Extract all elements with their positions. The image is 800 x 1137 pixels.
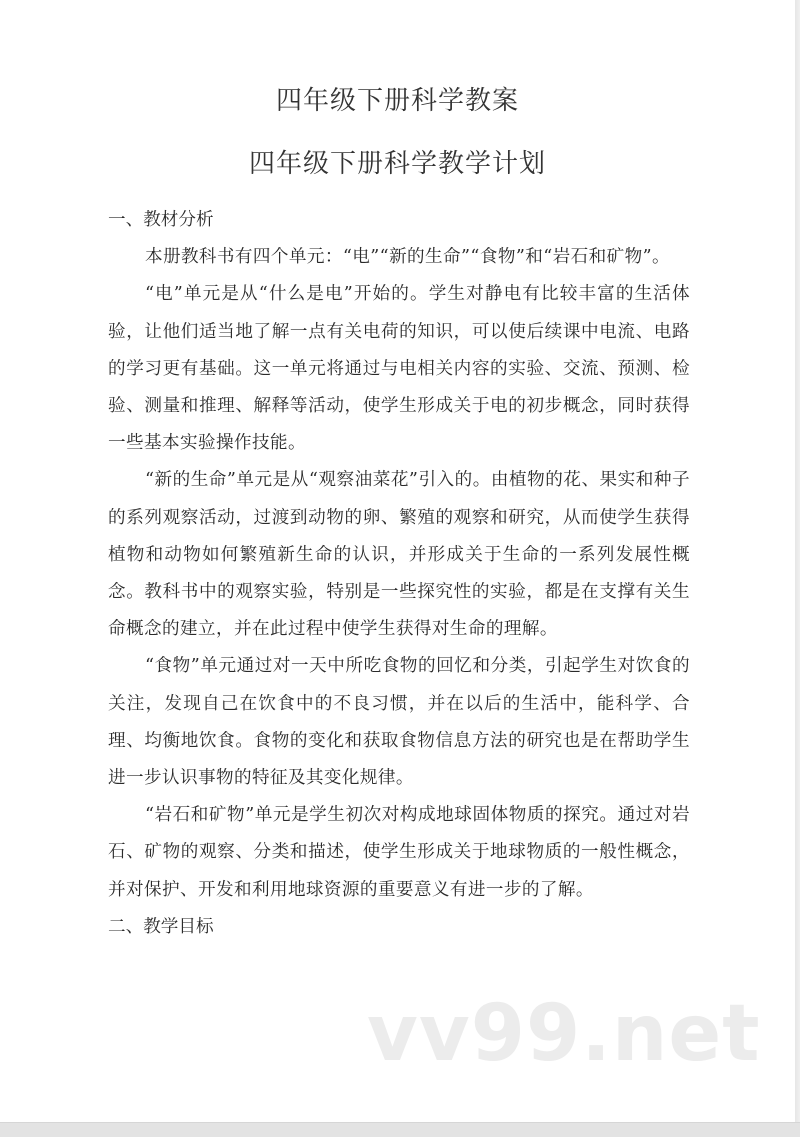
section-heading-materials-analysis: 一、教材分析: [108, 210, 214, 230]
watermark-text: vv99.net: [367, 989, 761, 1079]
paragraph-electricity-unit: “电”单元是从“什么是电”开始的。学生对静电有比较丰富的生活体验，让他们适当地了解一点有关电荷的知识，可以使后续课中电流、电路的学习更有基础。这一单元将通过与电相关内容的实验、交流、预测、检验、测量和推理、解释等活动，使学生形成关于电的初步概念，同时获得一些基本实验操作技能。: [108, 284, 690, 454]
page-right-edge: [795, 0, 800, 1137]
document-body: [108, 202, 690, 946]
document-subtitle: 四年级下册科学教学计划: [248, 149, 546, 179]
paragraph-rocks-minerals-unit: “岩石和矿物”单元是学生初次对构成地球固体物质的探究。通过对岩石、矿物的观察、分类和描述，使学生形成关于地球物质的一般性概念，并对保护、开发和利用地球资源的重要意义有进一步的了解。: [108, 805, 690, 900]
paragraph-overview: 本册教科书有四个单元：“电”“新的生命”“食物”和“岩石和矿物”。: [144, 247, 670, 268]
paragraph-food-unit: “食物”单元通过对一天中所吃食物的回忆和分类，引起学生对饮食的关注，发现自己在饮食中的不良习惯，并在以后的生活中，能科学、合理、均衡地饮食。食物的变化和获取食物信息方法的研究也是在帮助学生进一步认识事物的特征及其变化规律。: [108, 656, 690, 789]
paragraph-new-life-unit: “新的生命”单元是从“观察油菜花”引入的。由植物的花、果实和种子的系列观察活动，过渡到动物的卵、繁殖的观察和研究，从而使学生获得植物和动物如何繁殖新生命的认识，并形成关于生命的一系列发展性概念。教科书中的观察实验，特别是一些探究性的实验，都是在支撑有关生命概念的建立，并在此过程中使学生获得对生命的理解。: [108, 470, 690, 640]
page-bottom-band: [0, 1122, 800, 1137]
section-heading-teaching-goals: 二、教学目标: [108, 916, 214, 937]
document-title: 四年级下册科学教案: [275, 86, 519, 116]
